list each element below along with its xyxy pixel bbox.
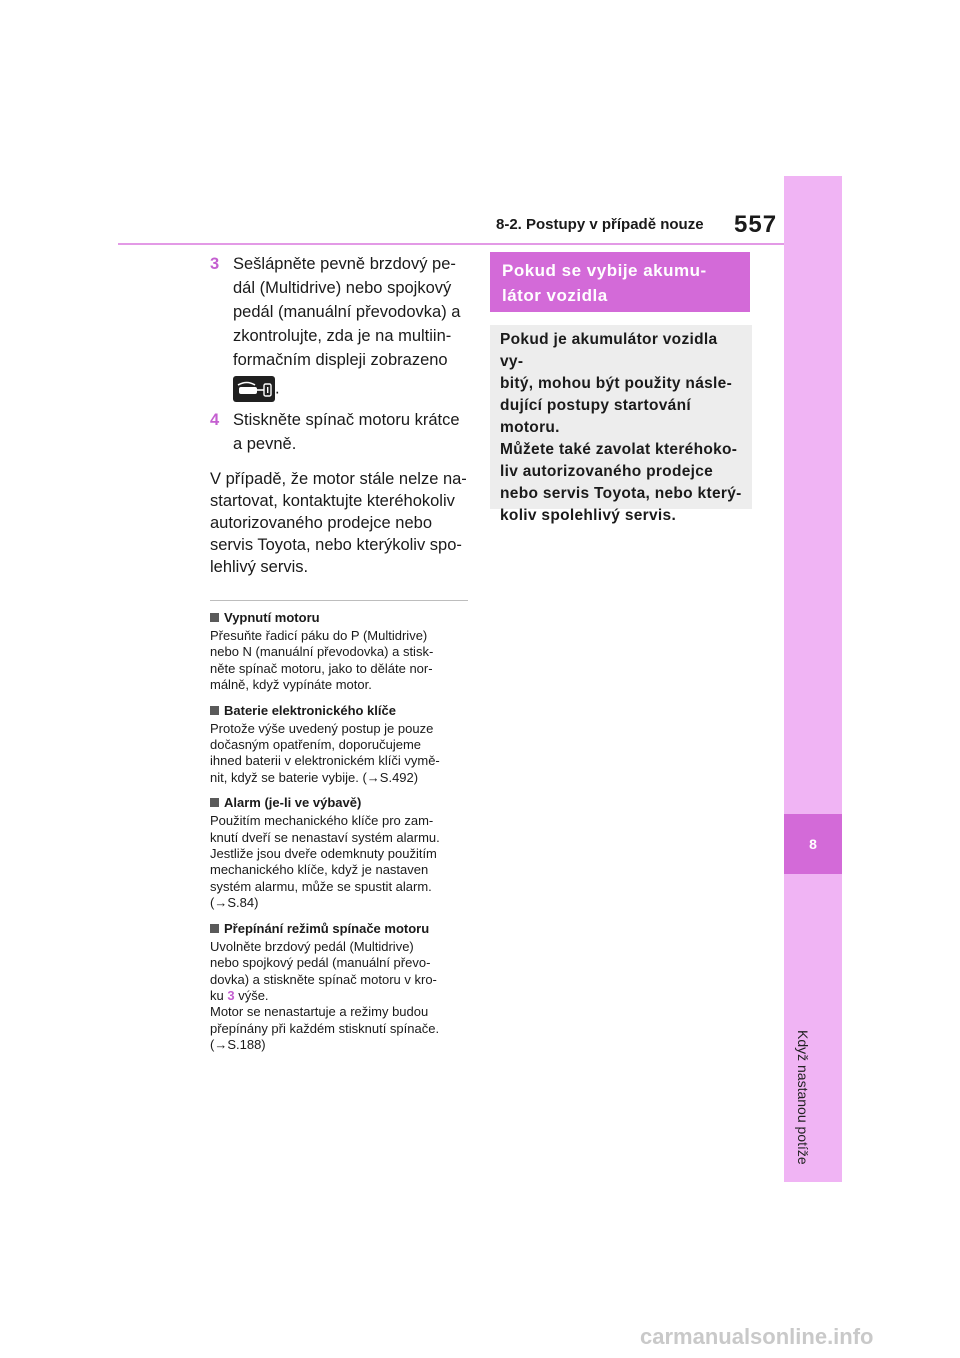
step-3 [210, 252, 468, 406]
header-rule [118, 243, 784, 245]
note-body: Přesuňte řadicí páku do P (Multidrive) nebo N (manuální převodovka) a stisk- něte spínač motoru, jako to děláte nor- málně, když vypínáte motor. [210, 628, 434, 693]
chapter-number-tab: 8 [784, 814, 842, 874]
note-title [210, 920, 468, 937]
square-bullet-icon [210, 706, 219, 715]
note-alarm [210, 794, 468, 911]
step-number: 4 [210, 411, 220, 429]
note-title-text: Vypnutí motoru [224, 610, 320, 625]
main-column [210, 252, 468, 1054]
step-4 [210, 408, 468, 456]
note-body [210, 939, 468, 1054]
chapter-label: Když nastanou potíže [795, 1030, 811, 1165]
note-body-part: Uvolněte brzdový pedál (Multidrive) nebo spojkový pedál (manuální převo- dovka) a stiskněte spínač motoru v kro- ku [210, 938, 437, 1003]
note-title-text: Baterie elektronického klíče [224, 702, 396, 718]
notes-divider [210, 600, 468, 601]
side-tab-strip [784, 176, 842, 1182]
step-number: 3 [210, 255, 220, 273]
section-heading-box [490, 252, 750, 312]
note-key-battery [210, 702, 468, 787]
step-text: Stiskněte spínač motoru krátce a pevně. [233, 411, 460, 453]
note-title-text: Přepínání režimů spínače motoru [224, 920, 430, 936]
note-title-text: Alarm (je-li ve výbavě) [224, 795, 362, 811]
step-text: Sešlápněte pevně brzdový pe-dál (Multidrive) nebo spojkový pedál (manuální převodovka) a zkontrolujte, zda je na multiin-formačním displeji zobrazeno [233, 255, 461, 369]
page-number: 557 [734, 211, 778, 238]
note-body: Protože výše uvedený postup je pouze dočasným opatřením, doporučujeme ihned baterii v elektronickém klíči vymě- nit, když se baterie vybije. (→S.492) [210, 720, 440, 785]
info-box: Pokud je akumulátor vozidla vy- bitý, mohou být použity násle- dující postupy startování motoru. Můžete také zavolat kteréhoko- liv autorizovaného prodejce nebo servis Toyota, nebo který- koliv spolehlivý servis. [490, 325, 752, 509]
square-bullet-icon [210, 798, 219, 807]
step-reference: 3 [227, 987, 235, 1003]
square-bullet-icon [210, 613, 219, 622]
key-indicator-icon [233, 376, 275, 402]
note-engine-off [210, 609, 468, 694]
square-bullet-icon [210, 924, 219, 933]
step-suffix: . [275, 379, 280, 398]
note-switch-modes [210, 920, 468, 1054]
section-heading: Pokud se vybije akumu- látor vozidla [502, 261, 707, 305]
note-title [210, 609, 468, 626]
section-title: 8-2. Postupy v případě nouze [496, 216, 704, 233]
note-title [210, 702, 468, 719]
watermark: carmanualsonline.info [640, 1324, 874, 1349]
body-paragraph: V případě, že motor stále nelze na-startovat, kontaktujte kteréhokoliv autorizovaného prodejce nebo servis Toyota, nebo kterýkoliv spo-lehlivý servis. [210, 470, 467, 576]
note-title [210, 794, 468, 811]
note-body-part: výše. Motor se nenastartuje a režimy budou přepínány při každém stisknutí spínače. (→S.188) [210, 987, 440, 1053]
note-body: Použitím mechanického klíče pro zam- knutí dveří se nenastaví systém alarmu. Jestliže jsou dveře odemknuty použitím mechanického klíče, když je nastaven systém alarmu, může se spustit alarm. (→S.84) [210, 813, 440, 911]
